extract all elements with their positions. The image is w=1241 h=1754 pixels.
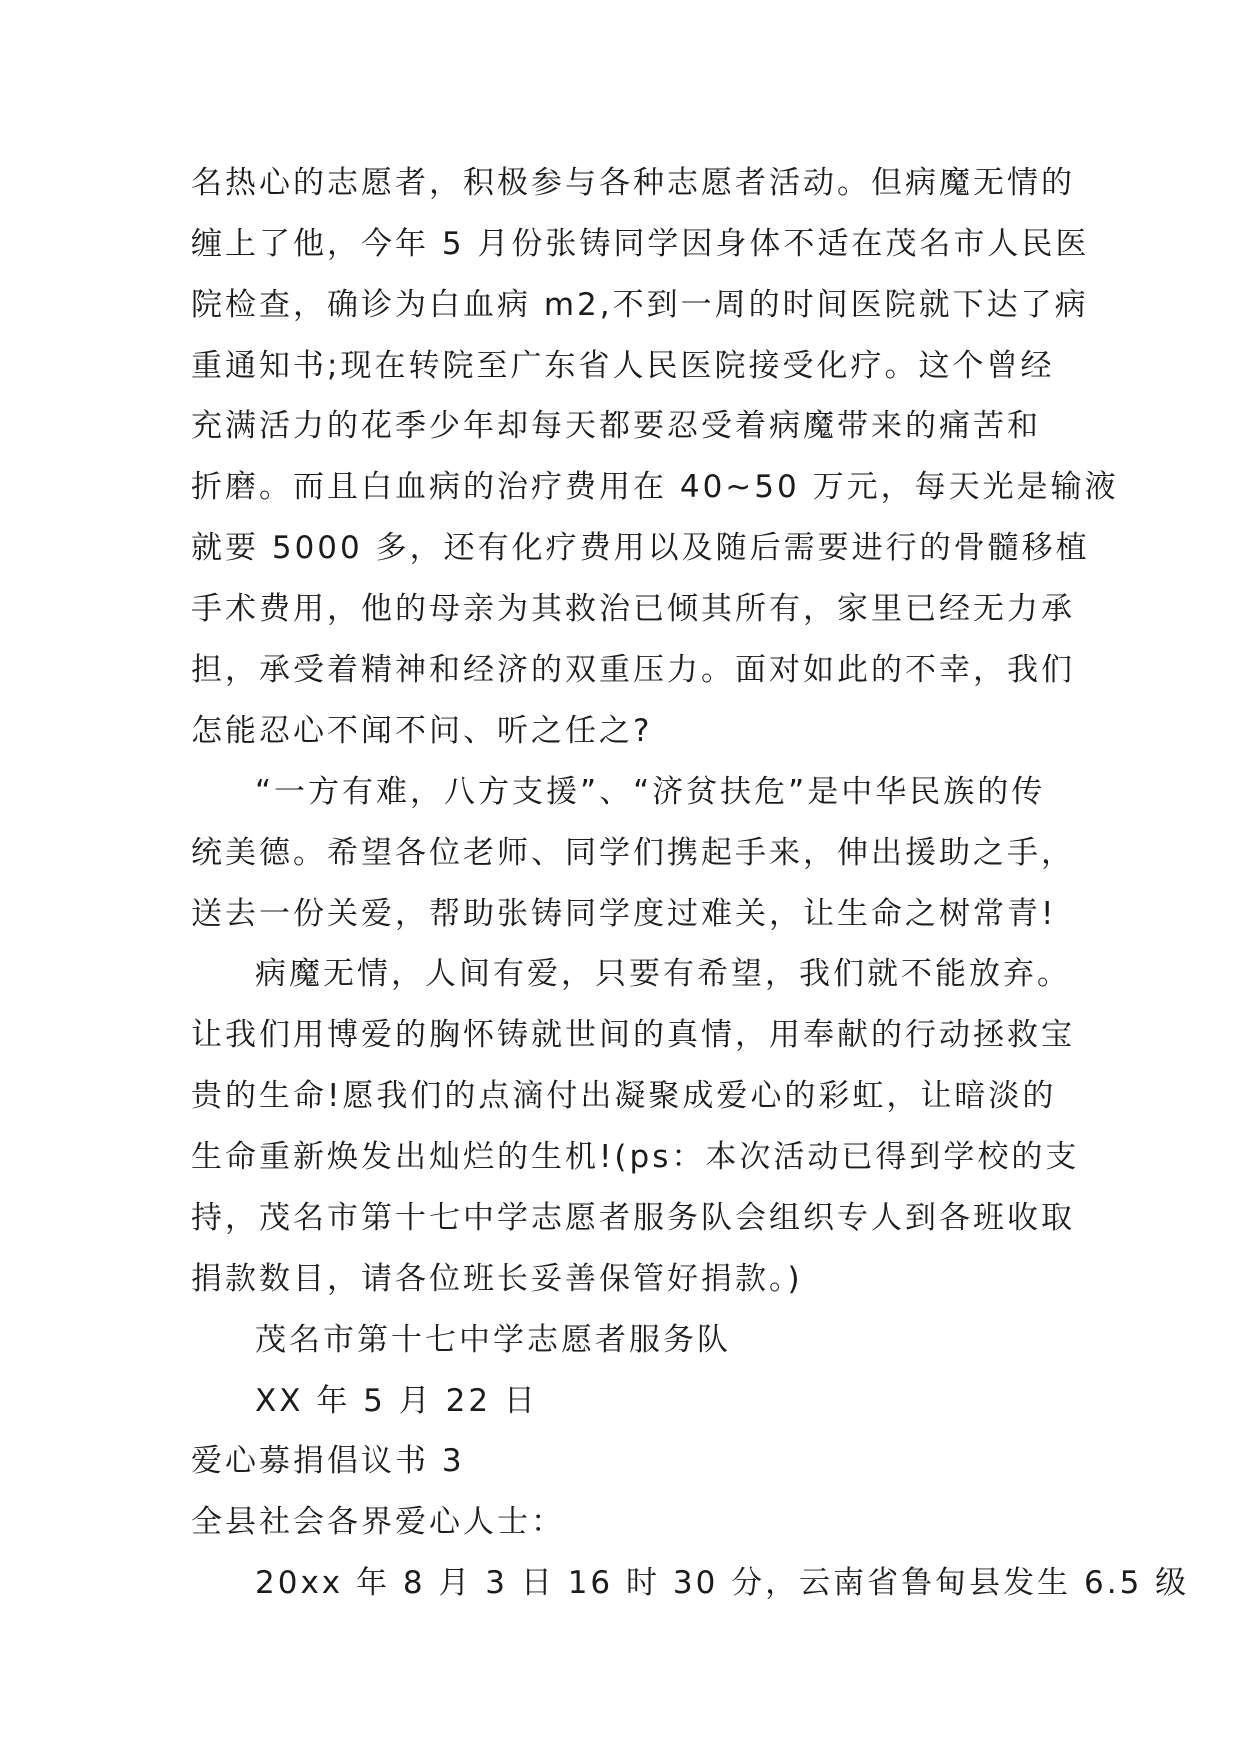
signature-organization: 茂名市第十七中学志愿者服务队 <box>255 1322 731 1358</box>
body-text-line: 贵的生命!愿我们的点滴付出凝聚成爱心的彩虹，让暗淡的 <box>191 1078 1057 1114</box>
paragraph-start-line: 病魔无情，人间有爱，只要有希望，我们就不能放弃。 <box>255 956 1071 992</box>
body-text-line: 让我们用博爱的胸怀铸就世间的真情，用奉献的行动拯救宝 <box>191 1017 1075 1053</box>
body-text-line: 担，承受着精神和经济的双重压力。面对如此的不幸，我们 <box>191 652 1075 688</box>
body-text-line: 名热心的志愿者，积极参与各种志愿者活动。但病魔无情的 <box>191 165 1075 201</box>
body-text-line: 就要 5000 多，还有化疗费用以及随后需要进行的骨髓移植 <box>191 530 1090 566</box>
body-text-line: 捐款数目，请各位班长妥善保管好捐款。) <box>191 1261 803 1297</box>
body-text-line: 送去一份关爱，帮助张铸同学度过难关，让生命之树常青! <box>191 896 1057 932</box>
body-text-line: 怎能忍心不闻不问、听之任之? <box>191 713 653 749</box>
body-text-line: 折磨。而且白血病的治疗费用在 40~50 万元，每天光是输液 <box>191 469 1119 505</box>
body-text-line: 手术费用，他的母亲为其救治已倾其所有，家里已经无力承 <box>191 591 1075 627</box>
body-text-line: 充满活力的花季少年却每天都要忍受着病魔带来的痛苦和 <box>191 408 1041 444</box>
signature-date: XX 年 5 月 22 日 <box>255 1383 538 1419</box>
body-text-line: 生命重新焕发出灿烂的生机!(ps：本次活动已得到学校的支 <box>191 1139 1080 1175</box>
paragraph-start-line: 20xx 年 8 月 3 日 16 时 30 分，云南省鲁甸县发生 6.5 级 <box>255 1565 1190 1601</box>
body-text-line: 重通知书;现在转院至广东省人民医院接受化疗。这个曾经 <box>191 348 1055 384</box>
salutation: 全县社会各界爱心人士： <box>191 1504 565 1540</box>
paragraph-start-line: “一方有难，八方支援”、“济贫扶危”是中华民族的传 <box>255 774 1046 810</box>
body-text-line: 缠上了他，今年 5 月份张铸同学因身体不适在茂名市人民医 <box>191 226 1090 262</box>
body-text-line: 统美德。希望各位老师、同学们携起手来，伸出援助之手， <box>191 835 1075 871</box>
body-text-line: 持，茂名市第十七中学志愿者服务队会组织专人到各班收取 <box>191 1200 1075 1236</box>
body-text-line: 院检查，确诊为白血病 m2,不到一周的时间医院就下达了病 <box>191 287 1089 323</box>
section-title: 爱心募捐倡议书 3 <box>191 1443 465 1479</box>
